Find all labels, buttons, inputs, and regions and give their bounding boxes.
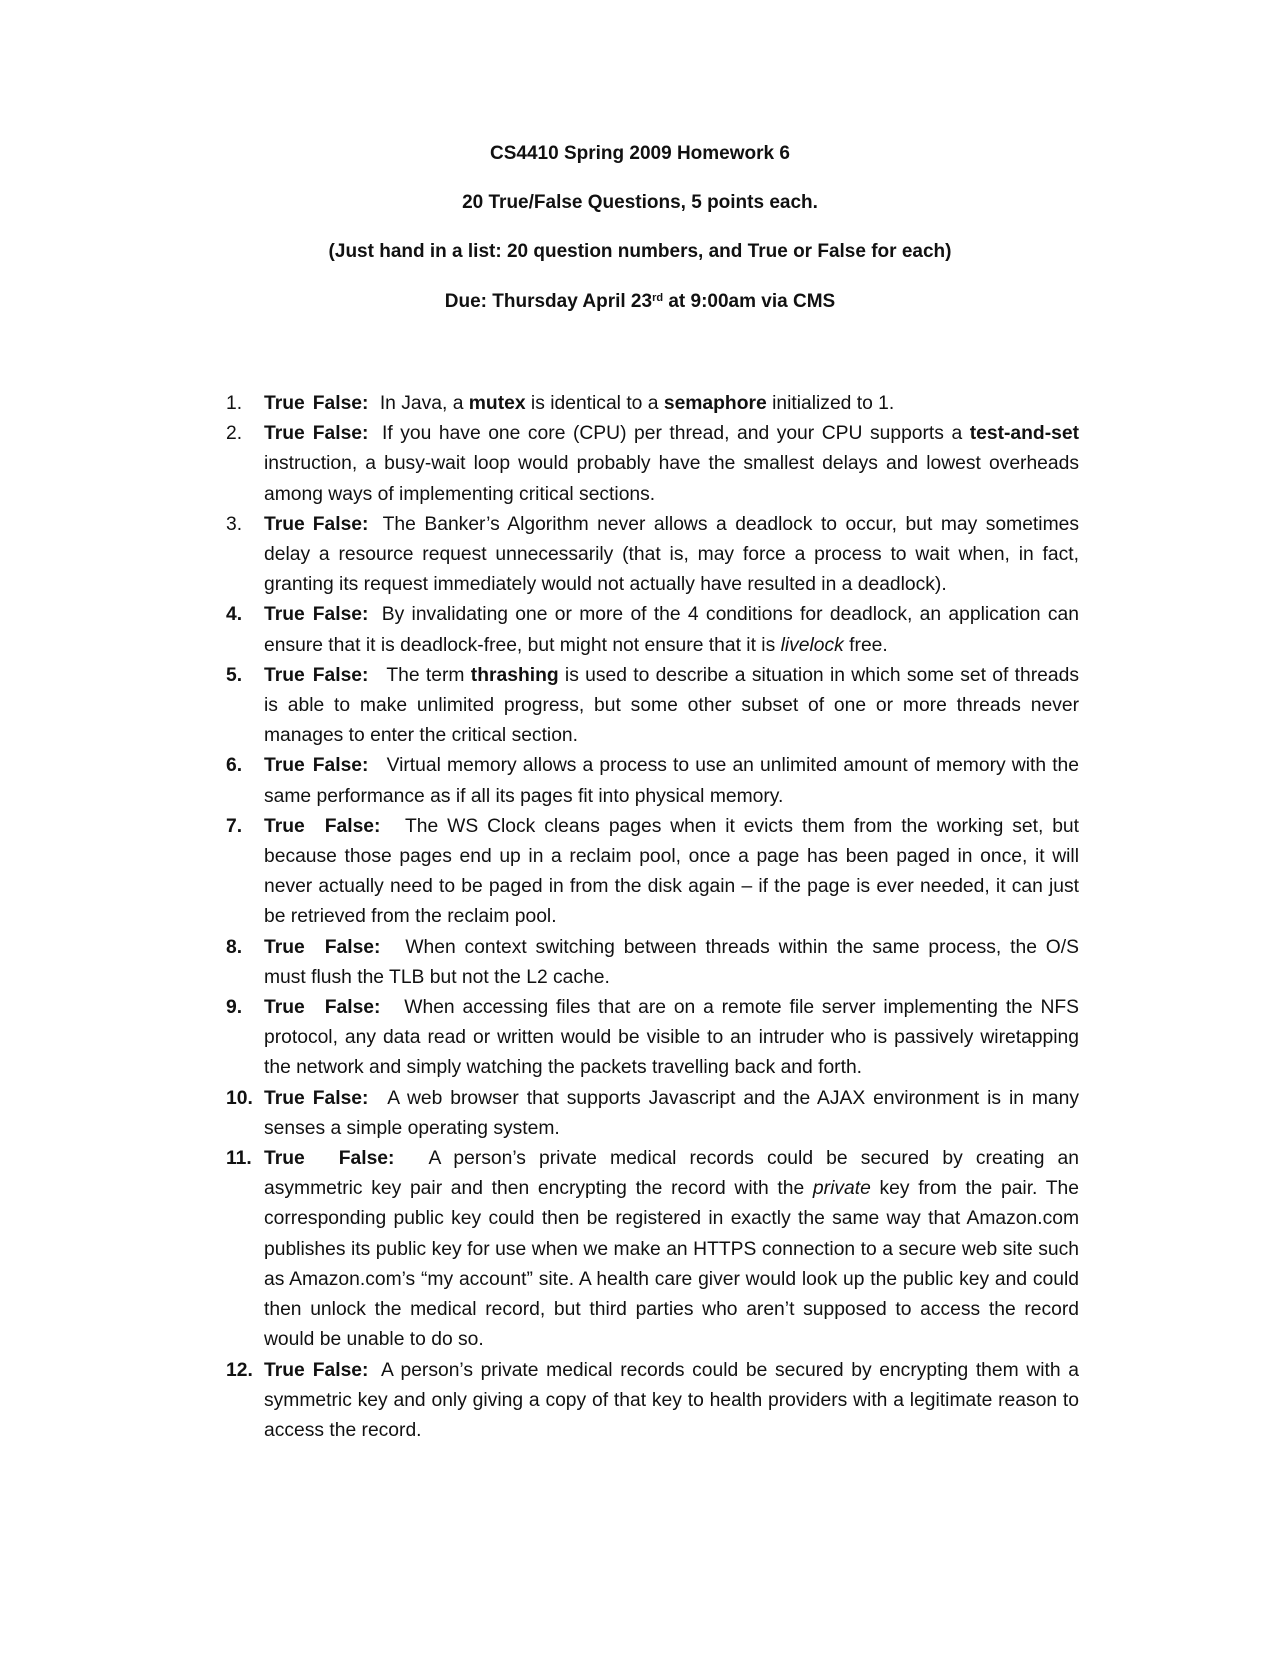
question-text: The Banker’s Algorithm never allows a deadlock to occur, but may sometimes delay a resource request unnecessarily (that is, may force a process to wait when, in fact, granting its request immediately would not actually have resulted in a deadlock).: [264, 513, 1079, 596]
false-label: False:: [338, 1148, 395, 1170]
true-false-label: [264, 604, 374, 625]
true-false-label: [264, 816, 396, 837]
question-text: A person’s private medical records could be secured by creating an asymmetric key pair and then encrypting the record with the: [264, 1148, 1079, 1200]
question-item: [226, 993, 1079, 1084]
document-title: CS4410 Spring 2009 Homework 6: [490, 143, 790, 164]
true-label: True: [264, 664, 305, 686]
true-false-label: [264, 514, 374, 535]
question-text: is used to describe a situation in which some set of threads is able to make unlimited progress, but some other subset of one or more threads never manages to enter the critical section.: [264, 664, 1079, 747]
true-false-label: [264, 1148, 416, 1169]
false-label: False:: [312, 1359, 369, 1381]
question-text: A web browser that supports Javascript and the AJAX environment is in many senses a simple operating system.: [264, 1087, 1080, 1139]
true-label: True: [264, 393, 305, 414]
true-false-label: [264, 1088, 380, 1109]
due-date: [0, 290, 1280, 314]
false-label: False:: [312, 423, 369, 445]
question-number: 7.: [226, 815, 243, 837]
false-label: False:: [324, 936, 381, 958]
question-item: [226, 419, 1079, 510]
question-text: key from the pair. The corresponding public key could then be registered in exactly the same way that Amazon.com publishes its public key for use when we make an HTTPS connection to a secure web site such as Amazon.com’s “my account” site. A health care giver would look up the public key and could then unlock the medical record, but third parties who aren’t supposed to access the record would be unable to do so.: [264, 1178, 1079, 1351]
true-label: True: [264, 513, 305, 535]
question-text: Virtual memory allows a process to use an unlimited amount of memory with the same performance as if all its pages fit into physical memory.: [264, 755, 1080, 807]
due-suffix: at 9:00am via CMS: [663, 291, 836, 312]
question-text: A person’s private medical records could be secured by encrypting them with a symmetric key and only giving a copy of that key to health providers with a legitimate reason to access the record.: [264, 1359, 1079, 1441]
question-item: [226, 751, 1079, 811]
question-number: 8.: [226, 936, 243, 958]
question-item: [226, 1356, 1079, 1447]
question-text: instruction, a busy-wait loop would probably have the smallest delays and lowest overheads among ways of implementing critical sections.: [264, 453, 1079, 505]
true-label: True: [264, 1148, 305, 1170]
true-false-label: [264, 1360, 374, 1381]
question-item: [226, 389, 1079, 419]
true-label: True: [264, 815, 305, 837]
question-text: The WS Clock cleans pages when it evicts them from the working set, but because those pages end up in a reclaim pool, once a page has been paged in once, it will never actually need to be paged in from the disk again – if the page is ever needed, it can just be retrieved from the reclaim pool.: [264, 815, 1080, 928]
question-number: 10.: [226, 1087, 253, 1109]
question-item: [226, 1144, 1079, 1355]
question-bold-term: test-and-set: [969, 423, 1079, 445]
question-list: [226, 389, 1079, 1446]
question-number: 1.: [226, 393, 243, 414]
due-prefix: Due: Thursday April 23: [444, 291, 653, 312]
question-number: 2.: [226, 423, 243, 445]
question-item: [226, 1084, 1079, 1144]
true-false-label: [264, 755, 380, 776]
question-text: is identical to a: [525, 393, 664, 414]
due-superscript: rd: [652, 292, 664, 304]
true-label: True: [264, 1359, 305, 1381]
question-item: [226, 600, 1079, 660]
true-label: True: [264, 997, 305, 1019]
question-text: If you have one core (CPU) per thread, and your CPU supports a: [382, 423, 970, 445]
false-label: False:: [312, 513, 369, 535]
question-item: [226, 661, 1079, 752]
false-label: False:: [312, 604, 369, 626]
true-false-label: [264, 937, 396, 958]
question-number: 6.: [226, 755, 243, 777]
true-false-label: [264, 665, 380, 686]
true-false-label: [264, 997, 396, 1018]
question-italic-term: private: [812, 1178, 871, 1200]
question-text: By invalidating one or more of the 4 conditions for deadlock, an application can ensure that it is deadlock-free, but might not ensure that it is: [264, 604, 1079, 656]
false-label: False:: [312, 393, 369, 414]
question-item: [226, 933, 1079, 993]
question-text: The term: [386, 664, 471, 686]
question-italic-term: livelock: [780, 634, 844, 656]
false-label: False:: [324, 997, 381, 1019]
question-bold-term: thrashing: [470, 664, 559, 686]
document-instructions: (Just hand in a list: 20 question numbers, and True or False for each): [328, 241, 952, 262]
question-number: 3.: [226, 513, 243, 535]
false-label: False:: [312, 755, 369, 777]
true-label: True: [264, 1087, 305, 1109]
false-label: False:: [312, 664, 369, 686]
question-item: [226, 510, 1079, 601]
question-text: When accessing files that are on a remote file server implementing the NFS protocol, any data read or written would be visible to an intruder who is passively wiretapping the network and simply watching the packets travelling back and forth.: [264, 997, 1080, 1079]
question-number: 12.: [226, 1359, 253, 1381]
true-false-label: [264, 393, 374, 414]
false-label: False:: [324, 815, 381, 837]
document-subtitle: 20 True/False Questions, 5 points each.: [462, 192, 818, 213]
question-number: 9.: [226, 997, 243, 1019]
false-label: False:: [312, 1087, 369, 1109]
question-bold-term: semaphore: [663, 393, 767, 414]
question-bold-term: mutex: [468, 393, 526, 414]
question-text: free.: [843, 634, 888, 656]
question-text: When context switching between threads within the same process, the O/S must flush the TLB but not the L2 cache.: [264, 936, 1080, 988]
true-false-label: [264, 423, 374, 444]
true-label: True: [264, 936, 305, 958]
question-text: initialized to 1.: [766, 393, 895, 414]
question-number: 5.: [226, 664, 243, 686]
question-number: 11.: [226, 1148, 252, 1170]
true-label: True: [264, 755, 305, 777]
question-number: 4.: [226, 604, 243, 626]
question-item: [226, 812, 1079, 933]
true-label: True: [264, 423, 305, 445]
true-label: True: [264, 604, 305, 626]
question-text: In Java, a: [379, 393, 469, 414]
